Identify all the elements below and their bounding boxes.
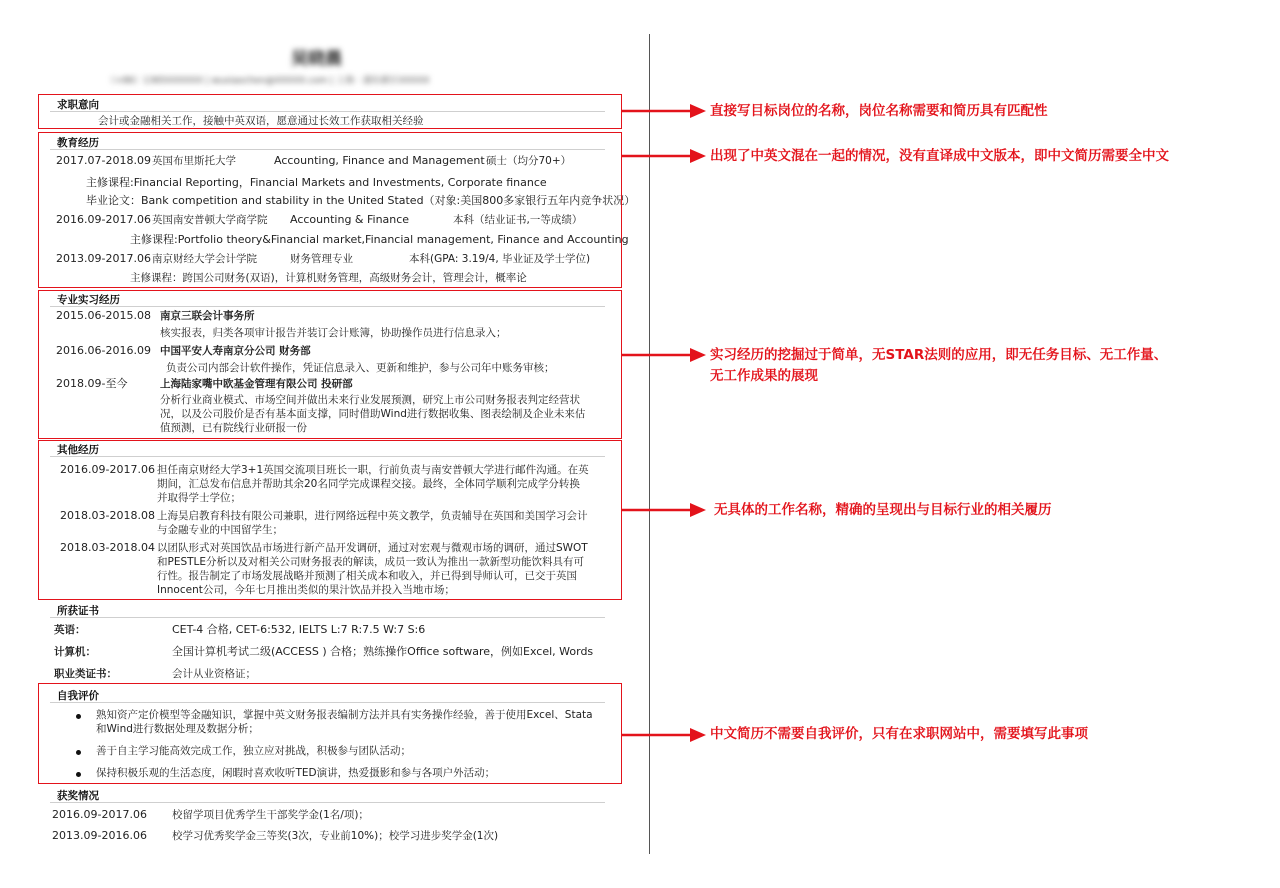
cert-value: 会计从业资格证； [172, 668, 256, 680]
other-date: 2016.09-2017.06 [60, 463, 155, 476]
intern-date: 2018.09-至今 [56, 377, 128, 390]
other-desc: 上海昊启教育科技有限公司兼职，进行网络远程中英文教学，负责辅导在英国和美国学习会计与金融专业的中国留学生； [157, 510, 588, 536]
section-title-awards: 获奖情况 [57, 790, 99, 802]
other-date: 2018.03-2018.08 [60, 509, 155, 522]
edu-major: Accounting & Finance [290, 213, 410, 226]
arrow-icon [622, 728, 706, 742]
cert-label: 英语： [54, 624, 86, 636]
section-title-objective: 求职意向 [57, 99, 99, 111]
section-title-other: 其他经历 [57, 444, 99, 456]
arrow-icon [622, 104, 706, 118]
other-date: 2018.03-2018.04 [60, 541, 155, 554]
cert-value: CET-4 合格, CET-6:532, IELTS L:7 R:7.5 W:7 S:6 [172, 623, 426, 636]
intern-date: 2016.06-2016.09 [56, 344, 151, 357]
edu-major: Accounting, Finance and Management [274, 154, 485, 167]
highlight-box-other [38, 440, 622, 600]
intern-desc: 核实报表，归类各项审计报告并装订会计账簿，协助操作员进行信息录入； [160, 327, 507, 339]
arrow-icon [622, 149, 706, 163]
edu-date: 2016.09-2017.06 [56, 213, 151, 226]
section-title-self-eval: 自我评价 [57, 690, 99, 702]
intern-org: 中国平安人寿南京分公司 财务部 [160, 345, 311, 357]
self-eval-item: 善于自主学习能高效完成工作，独立应对挑战，积极参与团队活动； [96, 745, 411, 757]
annotation-note: 实习经历的挖掘过于简单，无STAR法则的应用，即无任务目标、无工作量、 [710, 347, 1168, 363]
resume-name: 吴晓晨 [291, 49, 342, 69]
resume-contact: （+86）1365XXXXXX | wuxiaochen@XXXXX.com | 上海 · 浦东新区XXXXX [106, 76, 430, 86]
page-divider [649, 34, 650, 854]
arrow-icon [622, 503, 706, 517]
annotation-note: 直接写目标岗位的名称，岗位名称需要和简历具有匹配性 [710, 103, 1048, 119]
edu-degree: 本科(GPA: 3.19/4, 毕业证及学士学位) [409, 253, 591, 265]
annotation-note: 无工作成果的展现 [710, 368, 818, 384]
highlight-box-internships [38, 290, 622, 439]
section-title-certs: 所获证书 [57, 605, 99, 617]
section-title-education: 教育经历 [57, 137, 99, 149]
cert-label: 计算机： [54, 646, 96, 658]
annotation-note: 中文简历不需要自我评价，只有在求职网站中，需要填写此事项 [710, 726, 1088, 742]
cert-value: 全国计算机考试二级(ACCESS ) 合格；熟练操作Office software，例如Excel, Words [172, 645, 594, 658]
edu-major: 财务管理专业 [290, 253, 353, 265]
edu-courses: 主修课程：跨国公司财务(双语)，计算机财务管理，高级财务会计，管理会计，概率论 [130, 272, 527, 284]
edu-school: 英国南安普顿大学商学院 [152, 214, 268, 226]
section-title-internships: 专业实习经历 [57, 294, 120, 306]
section-divider [50, 617, 605, 618]
edu-date: 2013.09-2017.06 [56, 252, 151, 265]
edu-thesis: 毕业论文：Bank competition and stability in the United Stated（对象:美国800多家银行五年内竞争状况） [86, 194, 636, 207]
highlight-box-education [38, 132, 622, 288]
cert-label: 职业类证书： [54, 668, 117, 680]
highlight-box-self-eval [38, 683, 622, 784]
edu-school: 南京财经大学会计学院 [152, 253, 257, 265]
award-desc: 校学习优秀奖学金三等奖(3次，专业前10%)；校学习进步奖学金(1次) [172, 830, 499, 842]
other-desc: 以团队形式对英国饮品市场进行新产品开发调研，通过对宏观与微观市场的调研，通过SWOT和PESTLE分析以及对相关公司财务报表的解读，成员一致认为推出一款新型功能饮料具有可行性。报告制定了市场发展战略并预测了相关成本和收入，并已得到导师认可，已交于英国Innocent公司，今年七月推出类似的果汁饮品并投入当地市场； [157, 542, 588, 596]
objective-text: 会计或金融相关工作，接触中英双语，愿意通过长效工作获取相关经验 [98, 115, 424, 127]
edu-school: 英国布里斯托大学 [152, 155, 236, 167]
annotation-note: 出现了中英文混在一起的情况，没有直译成中文版本，即中文简历需要全中文 [710, 148, 1169, 164]
edu-degree: 硕士（均分70+） [486, 155, 572, 167]
award-desc: 校留学项目优秀学生干部奖学金(1名/项)； [172, 809, 369, 821]
intern-org: 上海陆家嘴中欧基金管理有限公司 投研部 [160, 378, 353, 390]
intern-desc: 分析行业商业模式、市场空间并做出未来行业发展预测，研究上市公司财务报表判定经营状况，以及公司股价是否有基本面支撑，同时借助Wind进行数据收集、图表绘制及企业未来估值预测，已有院线行业研报一份 [160, 394, 586, 434]
award-date: 2013.09-2016.06 [52, 829, 147, 842]
edu-degree: 本科（结业证书,一等成绩） [453, 214, 583, 226]
edu-date: 2017.07-2018.09 [56, 154, 151, 167]
self-eval-item: 保持积极乐观的生活态度，闲暇时喜欢收听TED演讲，热爱摄影和参与各项户外活动； [96, 767, 496, 779]
arrow-icon [622, 348, 706, 362]
section-divider [50, 802, 605, 803]
intern-desc: 负责公司内部会计软件操作，凭证信息录入、更新和维护，参与公司年中账务审核； [166, 362, 555, 374]
award-date: 2016.09-2017.06 [52, 808, 147, 821]
annotation-note: 无具体的工作名称，精确的呈现出与目标行业的相关履历 [714, 502, 1052, 518]
highlight-box-objective [38, 94, 622, 129]
edu-courses: 主修课程:Portfolio theory&Financial market,Financial management, Finance and Accounting [130, 233, 629, 246]
self-eval-item: 熟知资产定价模型等金融知识，掌握中英文财务报表编制方法并具有实务操作经验，善于使用Excel、Stata和Wind进行数据处理及数据分析； [96, 709, 593, 735]
other-desc: 担任南京财经大学3+1英国交流项目班长一职，行前负责与南安普顿大学进行邮件沟通。在英期间，汇总发布信息并帮助其余20名同学完成课程交接。最终，全体同学顺利完成学分转换并取得学士学位； [157, 464, 589, 504]
intern-org: 南京三联会计事务所 [160, 310, 255, 322]
edu-courses: 主修课程:Financial Reporting，Financial Markets and Investments, Corporate finance [86, 176, 547, 189]
intern-date: 2015.06-2015.08 [56, 309, 151, 322]
